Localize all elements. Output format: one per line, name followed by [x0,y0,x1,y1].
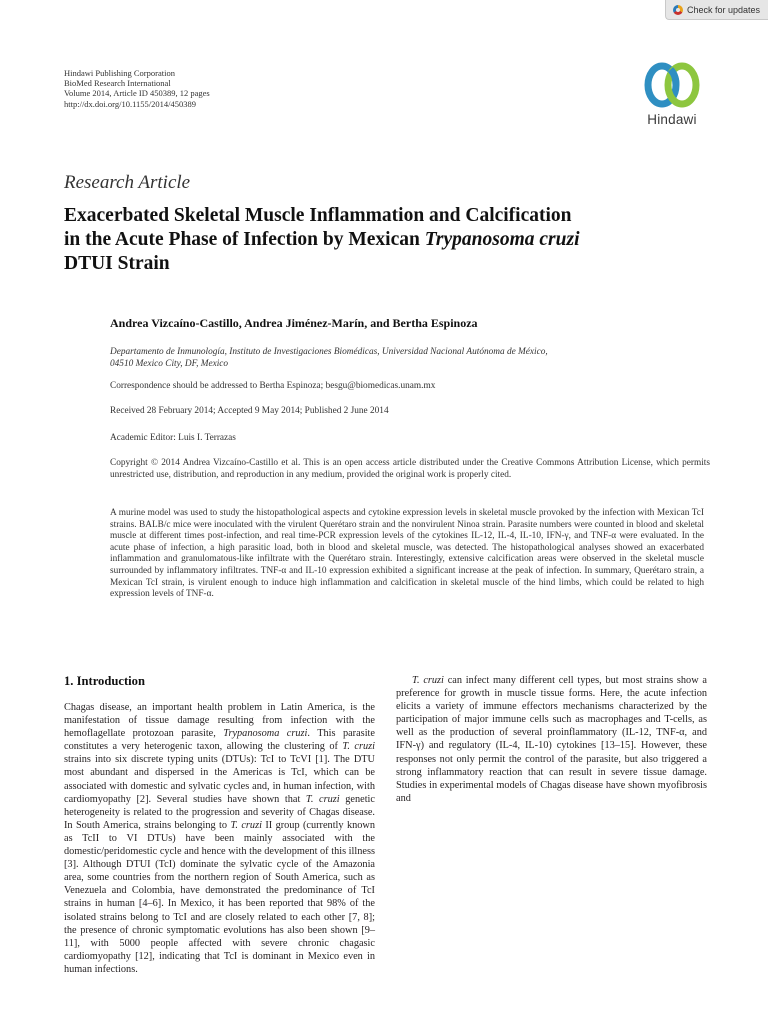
article-title [64,204,714,276]
volume-info: Volume 2014, Article ID 450389, 12 pages [64,88,210,99]
body-column-right [396,674,707,805]
hindawi-rings-icon [640,60,704,110]
title-line-3: DTUI Strain [64,253,170,274]
check-for-updates-button[interactable] [665,0,768,20]
title-line-1: Exacerbated Skeletal Muscle Inflammation and Calcification [64,205,572,226]
academic-editor: Academic Editor: Luis I. Terrazas [110,433,236,443]
copyright-notice: Copyright © 2014 Andrea Vizcaíno-Castillo et al. This is an open access article distributed under the Creative Commons Attribution License, which permits unrestricted use, distribution, and reproduction in any medium, provided the original work is properly cited. [110,458,710,481]
journal-name: BioMed Research International [64,78,171,89]
publication-dates: Received 28 February 2014; Accepted 9 May 2014; Published 2 June 2014 [110,406,389,416]
crossmark-icon [673,5,683,15]
body-column-left [64,701,375,976]
publisher: Hindawi Publishing Corporation [64,68,175,78]
correspondence: Correspondence should be addressed to Bertha Espinoza; besgu@biomedicas.unam.mx [110,381,436,391]
hindawi-logo-text: Hindawi [647,112,697,127]
intro-paragraph-2: T. cruzi can infect many different cell types, but most strains show a preference for growth in muscle tissue forms. Here, the acute infection elicits a variety of immune effectors mechanisms characterized by the participation of major immune cells such as macrophages and T-cells, as well as the production of several proinflammatory (IL-12, TNF-α, and IFN-γ) and regulatory (IL-4, IL-10) cytokines [13–15]. However, these responses not only permit the control of the parasite, but also triggered a strong inflammatory reaction that can result in severe tissue damage. Studies in experimental models of Chagas disease have shown myofibrosis and [396,675,707,804]
doi-link[interactable]: http://dx.doi.org/10.1155/2014/450389 [64,98,196,109]
abstract: A murine model was used to study the histopathological aspects and cytokine expression levels in skeletal muscle provoked by the infection with Mexican TcI strains. BALB/c mice were inoculated with the virulent Querétaro strain and the nonvirulent Ninoa strain. Parasite numbers were counted in blood and skeletal muscle at different times post-infection, and real time-PCR expression levels of the cytokines IL-12, IL-4, IL-10, IFN-γ, and TNF-α were evaluated. In the acute phase of infection, a high parasitic load, both in blood and skeletal muscle, was detected. The histopathological analyses showed an exacerbated inflammation and granulomatous-like infiltrate with the Querétaro strain. Interestingly, extensive calcification areas were observed in the skeletal muscle surrounded by inflammatory infiltrates. TNF-α and IL-10 expression exhibited a significant increase at the peak of infection. In summary, Querétaro strain, a Mexican TcI strain, is virulent enough to induce high inflammation and calcification in skeletal muscle of the hind limbs, which could be related to high expression levels of TNF-α. [110,508,704,600]
check-for-updates-label: Check for updates [687,4,761,15]
article-type: Research Article [64,172,191,193]
intro-paragraph-1: Chagas disease, an important health problem in Latin America, is the manifestation of tissue damage resulting from infection with the hemoflagellate protozoan parasite, Trypanosoma cruzi. This parasite constitutes a very heterogenic taxon, allowing the clustering of T. cruzi strains into six discrete typing units (DTUs): TcI to TcVI [1]. The DTU most abundant and dispersed in the Americas is TcI, which can be associated with domestic and sylvatic cycles and, in human infection, with cardiomyopathy [2]. Several studies have shown that T. cruzi genetic heterogeneity is related to the progression and severity of Chagas disease. In South America, strains belonging to T. cruzi II group (currently known as TcII to VI DTUs) have been mainly associated with the domestic/peridomestic cycle and hence with the development of this illness [3]. Although DTUI (TcI) dominate the sylvatic cycle of the Amazonia area, some countries from the northern region of South America, such as Venezuela and Colombia, have demonstrated the predominance of TcI strains in human [4–6]. In Mexico, it has been reported that 98% of the isolated strains belong to TcI and are closely related to each other [7, 8]; the presence of chronic symptomatic evolutions has also been shown [9–11], with 5000 people affected with severe chronic chagasic cardiomyopathy [12], indicating that TcI is dominant in Mexico even in human infections. [64,702,375,975]
section-heading-introduction: 1. Introduction [64,674,145,688]
hindawi-logo [634,60,710,127]
title-line-2: in the Acute Phase of Infection by Mexican Trypanosoma cruzi [64,229,580,250]
affiliation: Departamento de Inmunología, Instituto de Investigaciones Biomédicas, Universidad Nacional Autónoma de México, 04510 Mexico City, DF, Mexico [110,347,548,370]
journal-info [64,68,210,109]
author-list: Andrea Vizcaíno-Castillo, Andrea Jiménez-Marín, and Bertha Espinoza [110,316,478,330]
